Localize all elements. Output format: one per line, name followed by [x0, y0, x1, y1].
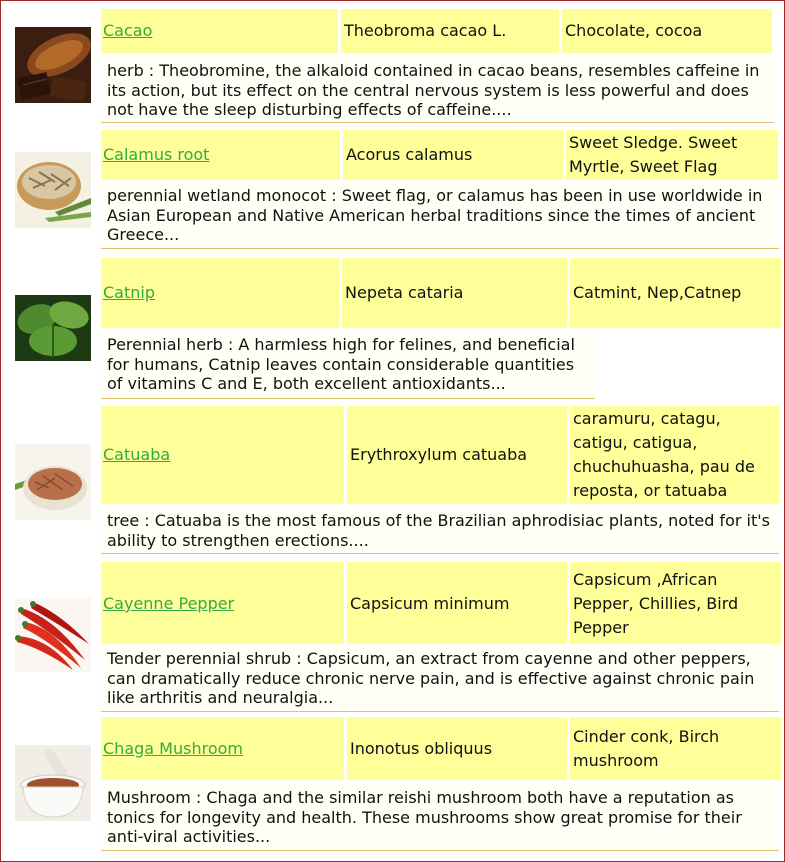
- common-names: Capsicum ,African Pepper, Chillies, Bird Pepper: [573, 570, 739, 637]
- latin-name-cell: [343, 130, 563, 180]
- herb-description: herb : Theobromine, the alkaloid contained in cacao beans, resembles caffeine in its action, but its effect on the central nervous system is less powerful and does not have the sleep disturbing effects of caffeine....: [101, 56, 774, 123]
- common-names-cell: [570, 258, 781, 328]
- latin-name-cell: [347, 406, 567, 504]
- herb-description: tree : Catuaba is the most famous of the Brazilian aphrodisiac plants, noted for it's ability to strengthen erections....: [101, 506, 779, 554]
- latin-name: Erythroxylum catuaba: [350, 445, 528, 464]
- herb-name-link[interactable]: Catnip: [103, 283, 155, 302]
- herb-name-link[interactable]: Chaga Mushroom: [103, 738, 243, 758]
- common-names: caramuru, catagu, catigu, catigua, chuchuhuasha, pau de reposta, or tatuaba: [573, 409, 755, 500]
- latin-name: Inonotus obliquus: [350, 738, 493, 758]
- catnip-leaves-icon: [15, 295, 91, 361]
- herb-description: Mushroom : Chaga and the similar reishi mushroom both have a reputation as tonics for longevity and health. These mushrooms show great promise for their anti-viral activities...: [101, 783, 779, 851]
- latin-name: Acorus calamus: [346, 145, 473, 164]
- herb-name-cell: [101, 406, 344, 504]
- herb-name-cell: [101, 717, 344, 780]
- common-names: Cinder conk, Birch mushroom: [573, 726, 720, 770]
- calamus-root-bowl-icon: [15, 152, 91, 228]
- herb-header-row: [101, 258, 784, 328]
- herb-name-link[interactable]: Catuaba: [103, 445, 171, 464]
- herb-header-row: [101, 9, 775, 53]
- latin-name: Nepeta cataria: [345, 283, 464, 302]
- common-names-cell: [570, 717, 781, 780]
- common-names-cell: [562, 9, 772, 53]
- common-names-cell: [570, 406, 779, 504]
- catuaba-bark-bowl-icon: [15, 444, 91, 520]
- herb-name-cell: [101, 258, 339, 328]
- latin-name-cell: [347, 562, 567, 646]
- herb-description: Tender perennial shrub : Capsicum, an extract from cayenne and other peppers, can dramatically reduce chronic nerve pain, and is effective against chronic pain like arthritis and neuralgia...: [101, 644, 779, 712]
- common-names: Sweet Sledge. Sweet Myrtle, Sweet Flag: [569, 133, 738, 176]
- herb-name-cell: [101, 9, 338, 53]
- common-names-cell: [566, 130, 778, 180]
- herb-header-row: [101, 130, 781, 180]
- herb-header-row: [101, 562, 784, 646]
- latin-name-cell: [347, 717, 567, 780]
- common-names: Chocolate, cocoa: [565, 21, 703, 40]
- herb-name-cell: [101, 130, 340, 180]
- latin-name-cell: [342, 258, 567, 328]
- herb-description: perennial wetland monocot : Sweet flag, or calamus has been in use worldwide in Asian European and Native American herbal traditions since the times of ancient Greece...: [101, 181, 779, 249]
- common-names-cell: [570, 562, 781, 646]
- red-chili-peppers-icon: [15, 598, 91, 672]
- common-names: Catmint, Nep,Catnep: [573, 283, 742, 302]
- herb-name-link[interactable]: Cayenne Pepper: [103, 594, 235, 613]
- herb-header-row: [101, 406, 782, 504]
- herb-description: Perennial herb : A harmless high for felines, and beneficial for humans, Catnip leaves contain considerable quantities of vitamins C and E, both excellent antioxidants...: [101, 330, 595, 399]
- latin-name: Theobroma cacao L.: [344, 21, 507, 40]
- herb-name-link[interactable]: Calamus root: [103, 145, 210, 164]
- cacao-pod-icon: [15, 27, 91, 103]
- mortar-pestle-powder-icon: [15, 745, 91, 821]
- herb-header-row: [101, 717, 784, 780]
- herb-name-cell: [101, 562, 344, 646]
- herb-name-link[interactable]: Cacao: [103, 21, 153, 40]
- latin-name: Capsicum minimum: [350, 594, 510, 613]
- latin-name-cell: [341, 9, 559, 53]
